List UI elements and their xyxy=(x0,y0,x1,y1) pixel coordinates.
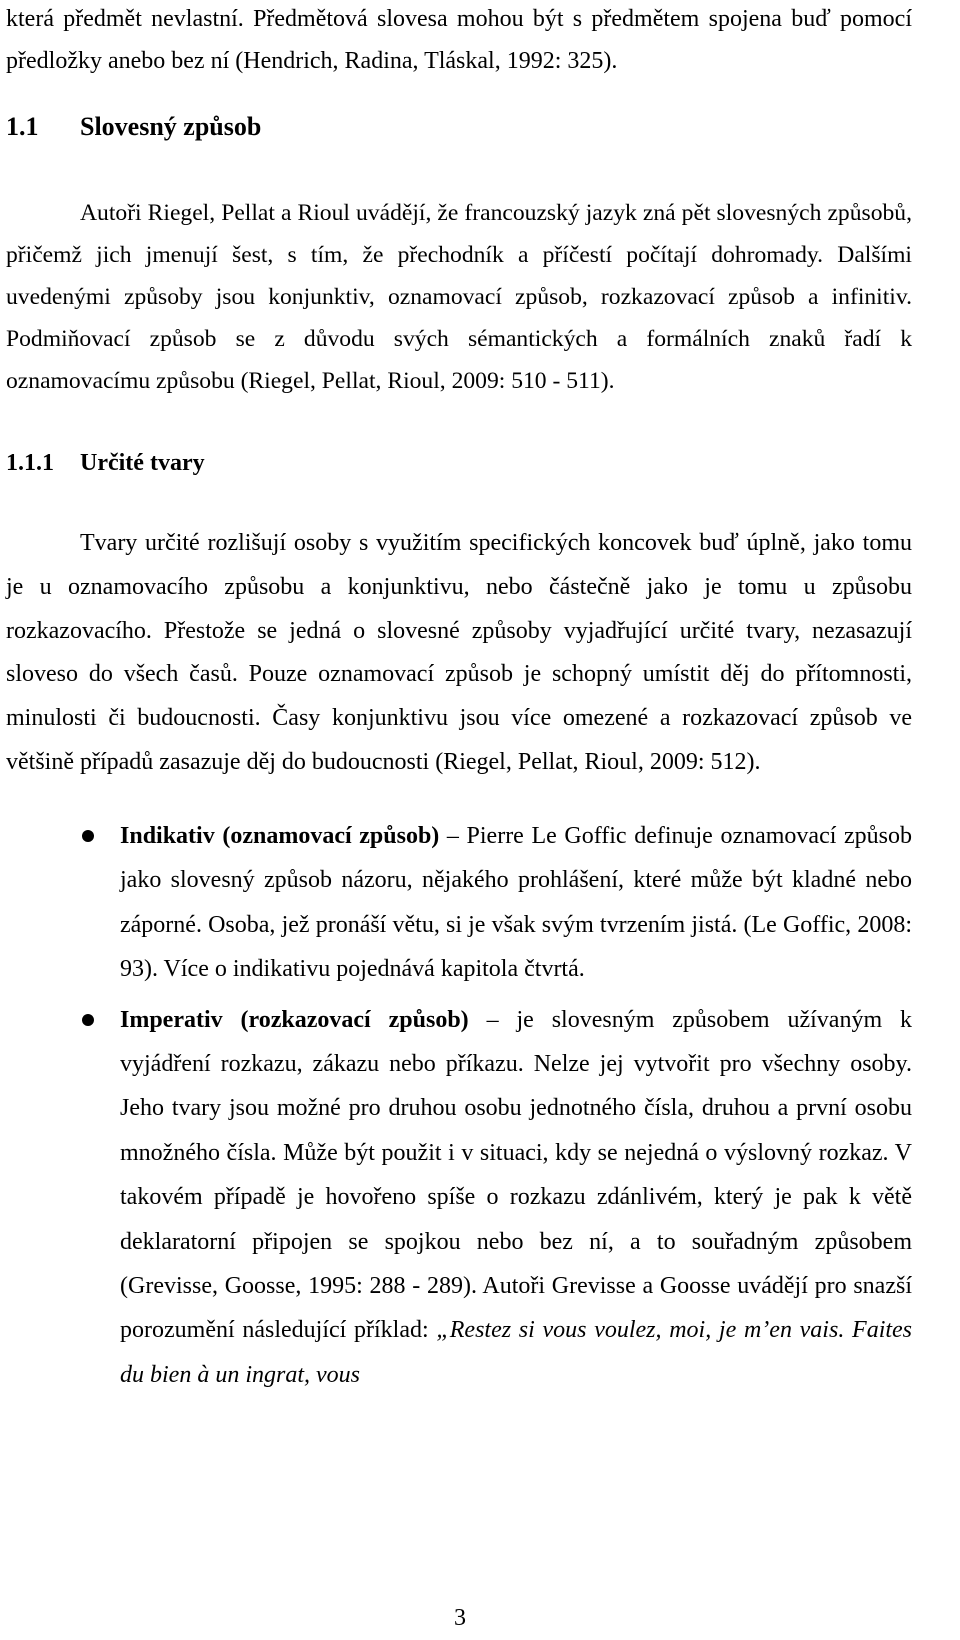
list-item-dash: – xyxy=(486,1006,499,1033)
section-title: Slovesný způsob xyxy=(80,112,262,141)
list-item xyxy=(0,814,960,992)
list-item-dash: – xyxy=(446,823,459,849)
bullet-list xyxy=(0,814,960,1403)
bullet-icon xyxy=(82,830,94,842)
section-heading xyxy=(6,112,261,142)
section-paragraph: Autoři Riegel, Pellat a Rioul uvádějí, že francouzský jazyk zná pět slovesných způsobů, přičemž jich jmenují šest, s tím, že přechodník a příčestí počítají dohromady. Dalšími uvedenými způsoby jsou konjunktiv, oznamovací způsob, rozkazovací způsob a infinitiv. Podmiňovací způsob se z důvodu svých sémantických a formálních znaků řadí k oznamovacímu způsobu (Riegel, Pellat, Rioul, 2009: 510 - 511). xyxy=(6,200,912,394)
subsection-paragraph: Tvary určité rozlišují osoby s využitím specifických koncovek buď úplně, jako tomu je u oznamovacího způsobu a konjunktivu, nebo částečně jako je tomu u způsobu rozkazovacího. Přestože se jedná o slovesné způsoby vyjadřující určité tvary, nezasazují sloveso do všech časů. Pouze oznamovací způsob je schopný umístit děj do přítomnosti, minulosti či budoucnosti. Časy konjunktivu jsou více omezené a rozkazovací způsob ve většině případů zasazuje děj do budoucnosti (Riegel, Pellat, Rioul, 2009: 512). xyxy=(6,530,912,775)
page-number: 3 xyxy=(454,1605,466,1631)
list-item-term: Indikativ (oznamovací způsob) xyxy=(120,823,440,849)
subsection-heading xyxy=(6,450,205,477)
example-quote: „Restez si vous voulez, moi, je m’en vais. Faites du bien à un ingrat, vous xyxy=(120,1317,913,1388)
list-item-text xyxy=(120,814,912,992)
list-item-body: je slovesným způsobem užívaným k vyjádření rozkazu, zákazu nebo příkazu. Nelze jej vytvořit pro všechny osoby. Jeho tvary jsou možné pro druhou osobu jednotného čísla, druhou a první osobu množného čísla. Může být použit i v situaci, kdy se nejedná o výslovný rozkaz. V takovém případě je hovořeno spíše o rozkazu zdánlivém, který je pak k větě deklaratorní připojen se spojkou nebo bez ní, a to souřadným způsobem (Grevisse, Goosse, 1995: 288 - 289). Autoři Grevisse a Goosse uvádějí pro snazší porozumění následující příklad: xyxy=(120,1006,913,1344)
subsection-title: Určité tvary xyxy=(80,450,205,476)
list-item-term: Imperativ (rozkazovací způsob) xyxy=(120,1006,469,1033)
subsection-number: 1.1.1 xyxy=(6,450,54,476)
list-item-body: Pierre Le Goffic definuje oznamovací způsob jako slovesný způsob názoru, nějakého prohlášení, které může být kladné nebo záporné. Osoba, jež pronáší větu, si je však svým tvrzením jistá. (Le Goffic, 2008: 93). Více o indikativu pojednává kapitola čtvrtá. xyxy=(120,823,913,983)
bullet-icon xyxy=(82,1014,94,1026)
section-number: 1.1 xyxy=(6,112,39,141)
intro-paragraph: která předmět nevlastní. Předmětová slovesa mohou být s předmětem spojena buď pomocí předložky anebo bez ní (Hendrich, Radina, Tláskal, 1992: 325). xyxy=(6,6,912,74)
list-item xyxy=(0,998,960,1398)
list-item-text xyxy=(120,998,912,1398)
